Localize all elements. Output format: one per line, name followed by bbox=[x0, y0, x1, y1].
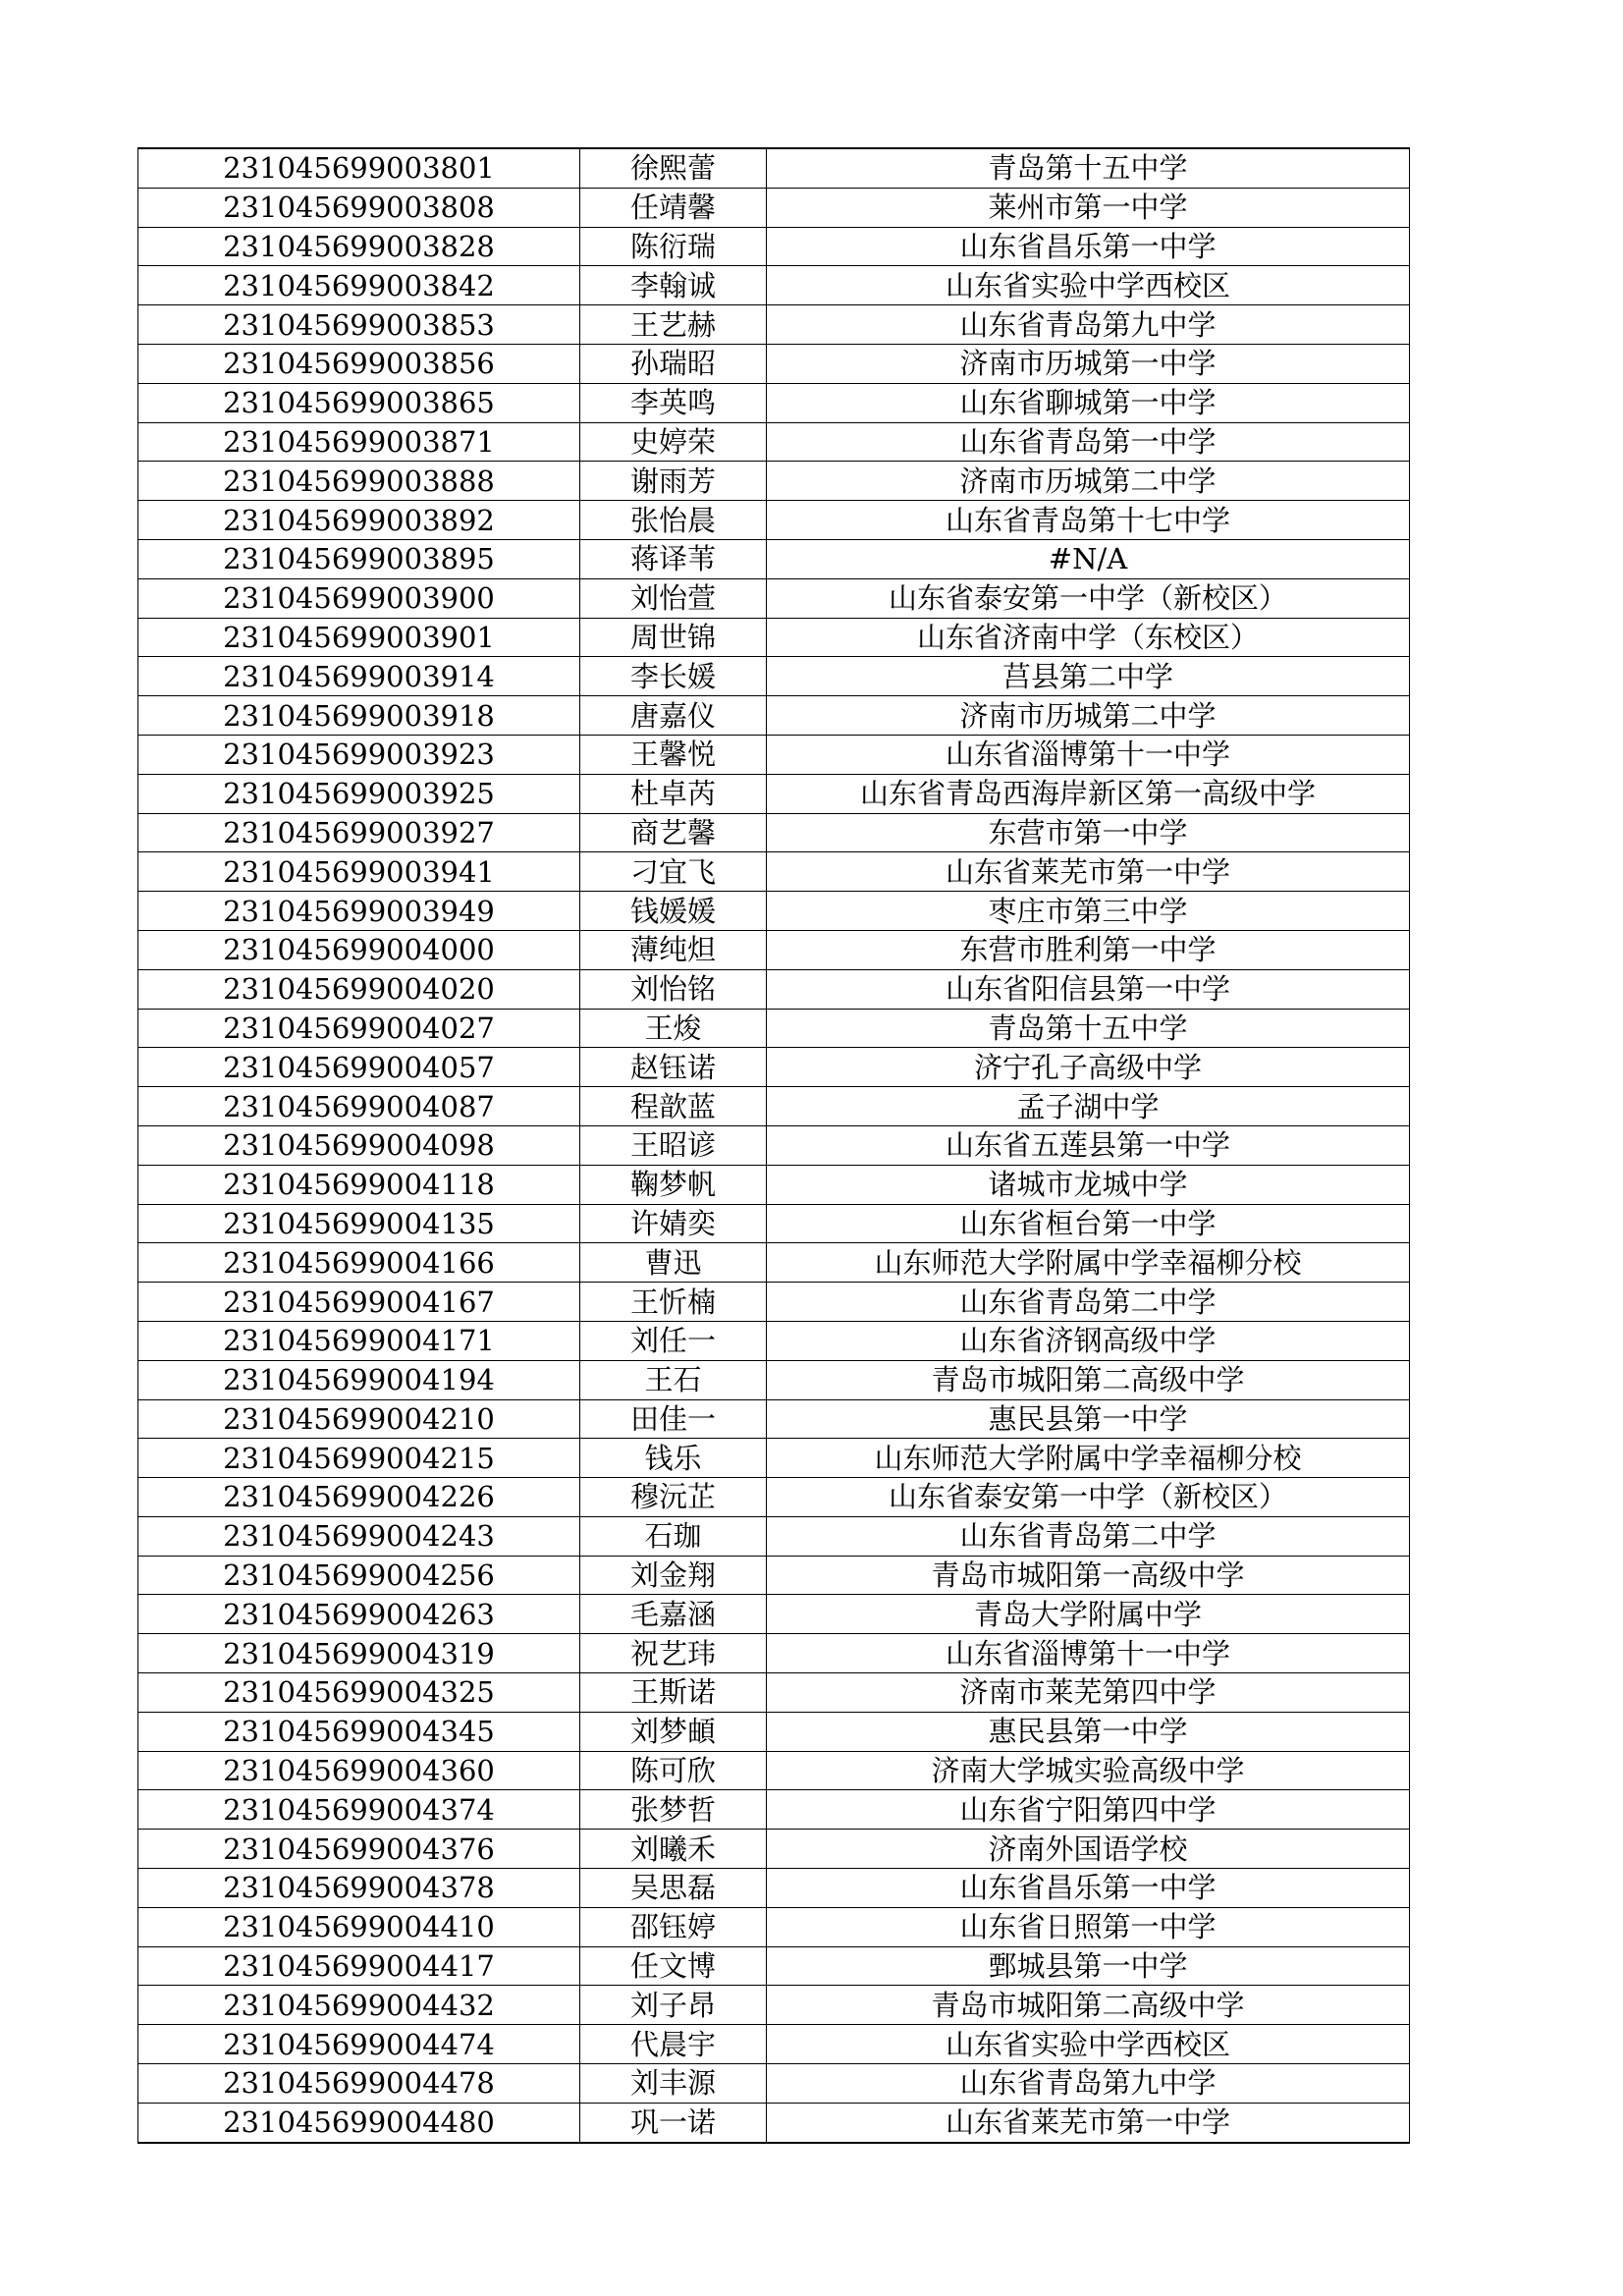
student-name-cell: 周世锦 bbox=[580, 618, 767, 657]
candidate-id-cell: 231045699004020 bbox=[138, 969, 580, 1009]
table-row bbox=[138, 2103, 1410, 2142]
student-name-cell: 毛嘉涵 bbox=[580, 1595, 767, 1634]
candidate-id-cell: 231045699004410 bbox=[138, 1907, 580, 1946]
candidate-id-cell: 231045699004194 bbox=[138, 1360, 580, 1399]
school-name-cell: 济南市历城第一中学 bbox=[767, 344, 1410, 383]
school-name-cell: 山东省实验中学西校区 bbox=[767, 266, 1410, 305]
student-name-cell: 陈可欣 bbox=[580, 1751, 767, 1790]
student-name-cell: 吴思磊 bbox=[580, 1869, 767, 1908]
candidate-id-cell: 231045699004345 bbox=[138, 1712, 580, 1751]
candidate-id-cell: 231045699004256 bbox=[138, 1556, 580, 1595]
candidate-id-cell: 231045699003900 bbox=[138, 578, 580, 618]
school-name-cell: 济南外国语学校 bbox=[767, 1830, 1410, 1869]
student-name-cell: 邵钰婷 bbox=[580, 1907, 767, 1946]
student-name-cell: 石珈 bbox=[580, 1516, 767, 1556]
student-name-cell: 钱媛媛 bbox=[580, 892, 767, 931]
table-row bbox=[138, 1712, 1410, 1751]
student-name-cell: 李长媛 bbox=[580, 657, 767, 696]
school-name-cell: 鄄城县第一中学 bbox=[767, 1946, 1410, 1986]
table-row bbox=[138, 969, 1410, 1009]
student-name-cell: 刘金翔 bbox=[580, 1556, 767, 1595]
candidate-id-cell: 231045699003853 bbox=[138, 305, 580, 345]
candidate-id-cell: 231045699004417 bbox=[138, 1946, 580, 1986]
school-name-cell: 济宁孔子高级中学 bbox=[767, 1048, 1410, 1087]
candidate-id-cell: 231045699003892 bbox=[138, 501, 580, 540]
student-name-cell: 王斯诺 bbox=[580, 1673, 767, 1713]
school-name-cell: 青岛第十五中学 bbox=[767, 148, 1410, 188]
table-row bbox=[138, 1165, 1410, 1204]
table-row bbox=[138, 657, 1410, 696]
candidate-id-cell: 231045699004480 bbox=[138, 2103, 580, 2142]
table-row bbox=[138, 1869, 1410, 1908]
school-name-cell: 惠民县第一中学 bbox=[767, 1399, 1410, 1439]
school-name-cell: 青岛市城阳第二高级中学 bbox=[767, 1986, 1410, 2025]
student-name-cell: 穆沅芷 bbox=[580, 1478, 767, 1517]
student-name-cell: 王馨悦 bbox=[580, 735, 767, 774]
table-row bbox=[138, 1790, 1410, 1830]
candidate-id-cell: 231045699004057 bbox=[138, 1048, 580, 1087]
candidate-id-cell: 231045699003871 bbox=[138, 422, 580, 462]
candidate-id-cell: 231045699003914 bbox=[138, 657, 580, 696]
table-row bbox=[138, 227, 1410, 266]
school-name-cell: 山东省淄博第十一中学 bbox=[767, 1634, 1410, 1673]
school-name-cell: 山东省昌乐第一中学 bbox=[767, 1869, 1410, 1908]
table-row bbox=[138, 462, 1410, 501]
student-name-cell: 徐熙蕾 bbox=[580, 148, 767, 188]
table-row bbox=[138, 1516, 1410, 1556]
candidate-id-cell: 231045699004118 bbox=[138, 1165, 580, 1204]
student-name-cell: 刘曦禾 bbox=[580, 1830, 767, 1869]
student-name-cell: 张梦哲 bbox=[580, 1790, 767, 1830]
student-name-cell: 钱乐 bbox=[580, 1439, 767, 1478]
student-name-cell: 李英鸣 bbox=[580, 383, 767, 422]
table-row bbox=[138, 1751, 1410, 1790]
student-name-cell: 王焌 bbox=[580, 1009, 767, 1048]
school-name-cell: 山东省聊城第一中学 bbox=[767, 383, 1410, 422]
candidate-id-cell: 231045699004374 bbox=[138, 1790, 580, 1830]
student-name-cell: 任靖馨 bbox=[580, 188, 767, 227]
school-name-cell: 山东省青岛第二中学 bbox=[767, 1283, 1410, 1322]
candidate-id-cell: 231045699003801 bbox=[138, 148, 580, 188]
table-row bbox=[138, 1048, 1410, 1087]
table-row bbox=[138, 1087, 1410, 1126]
school-name-cell: 孟子湖中学 bbox=[767, 1087, 1410, 1126]
school-name-cell: 莱州市第一中学 bbox=[767, 188, 1410, 227]
table-row bbox=[138, 1907, 1410, 1946]
table-row bbox=[138, 735, 1410, 774]
school-name-cell: 惠民县第一中学 bbox=[767, 1712, 1410, 1751]
student-name-cell: 刘怡铭 bbox=[580, 969, 767, 1009]
candidate-id-cell: 231045699004135 bbox=[138, 1204, 580, 1243]
candidate-id-cell: 231045699004325 bbox=[138, 1673, 580, 1713]
school-name-cell: 山东省青岛第一中学 bbox=[767, 422, 1410, 462]
student-name-cell: 王昭谚 bbox=[580, 1125, 767, 1165]
candidate-id-cell: 231045699003901 bbox=[138, 618, 580, 657]
school-name-cell: 莒县第二中学 bbox=[767, 657, 1410, 696]
school-name-cell: 山东省淄博第十一中学 bbox=[767, 735, 1410, 774]
table-row bbox=[138, 1009, 1410, 1048]
candidate-id-cell: 231045699004263 bbox=[138, 1595, 580, 1634]
candidate-id-cell: 231045699004360 bbox=[138, 1751, 580, 1790]
school-name-cell: 山东省五莲县第一中学 bbox=[767, 1125, 1410, 1165]
table-row bbox=[138, 2025, 1410, 2064]
candidate-id-cell: 231045699004378 bbox=[138, 1869, 580, 1908]
student-name-cell: 王艺赫 bbox=[580, 305, 767, 345]
candidate-id-cell: 231045699003842 bbox=[138, 266, 580, 305]
school-name-cell: 济南大学城实验高级中学 bbox=[767, 1751, 1410, 1790]
table-row bbox=[138, 1321, 1410, 1360]
table-row bbox=[138, 696, 1410, 736]
table-row bbox=[138, 383, 1410, 422]
table-row bbox=[138, 1243, 1410, 1283]
table-row bbox=[138, 1478, 1410, 1517]
student-name-cell: 谢雨芳 bbox=[580, 462, 767, 501]
table-row bbox=[138, 1204, 1410, 1243]
table-row bbox=[138, 1556, 1410, 1595]
candidate-id-cell: 231045699003918 bbox=[138, 696, 580, 736]
table-row bbox=[138, 930, 1410, 969]
table-row bbox=[138, 1439, 1410, 1478]
candidate-id-cell: 231045699003828 bbox=[138, 227, 580, 266]
school-name-cell: 诸城市龙城中学 bbox=[767, 1165, 1410, 1204]
school-name-cell: 青岛大学附属中学 bbox=[767, 1595, 1410, 1634]
table-row bbox=[138, 618, 1410, 657]
table-row bbox=[138, 1125, 1410, 1165]
table-row bbox=[138, 501, 1410, 540]
table-row bbox=[138, 305, 1410, 345]
school-name-cell: 山东省青岛西海岸新区第一高级中学 bbox=[767, 774, 1410, 813]
student-name-cell: 祝艺玮 bbox=[580, 1634, 767, 1673]
candidate-id-cell: 231045699004376 bbox=[138, 1830, 580, 1869]
school-name-cell: 青岛市城阳第二高级中学 bbox=[767, 1360, 1410, 1399]
school-name-cell: 青岛市城阳第一高级中学 bbox=[767, 1556, 1410, 1595]
student-name-cell: 唐嘉仪 bbox=[580, 696, 767, 736]
candidate-id-cell: 231045699004027 bbox=[138, 1009, 580, 1048]
student-name-cell: 李翰诚 bbox=[580, 266, 767, 305]
student-name-cell: 鞠梦帆 bbox=[580, 1165, 767, 1204]
student-name-cell: 刘任一 bbox=[580, 1321, 767, 1360]
candidate-id-cell: 231045699004474 bbox=[138, 2025, 580, 2064]
candidate-id-cell: 231045699003888 bbox=[138, 462, 580, 501]
school-name-cell: 东营市胜利第一中学 bbox=[767, 930, 1410, 969]
student-name-cell: 陈衍瑞 bbox=[580, 227, 767, 266]
school-name-cell: 青岛第十五中学 bbox=[767, 1009, 1410, 1048]
candidate-id-cell: 231045699003895 bbox=[138, 539, 580, 578]
candidate-id-cell: 231045699004215 bbox=[138, 1439, 580, 1478]
student-name-cell: 孙瑞昭 bbox=[580, 344, 767, 383]
candidate-id-cell: 231045699004226 bbox=[138, 1478, 580, 1517]
school-name-cell: 山东省昌乐第一中学 bbox=[767, 227, 1410, 266]
candidate-id-cell: 231045699003923 bbox=[138, 735, 580, 774]
school-name-cell: 山东省青岛第二中学 bbox=[767, 1516, 1410, 1556]
school-name-cell: 山东省济钢高级中学 bbox=[767, 1321, 1410, 1360]
school-name-cell: 山东省桓台第一中学 bbox=[767, 1204, 1410, 1243]
candidate-id-cell: 231045699003927 bbox=[138, 813, 580, 852]
table-row bbox=[138, 1360, 1410, 1399]
table-row bbox=[138, 852, 1410, 892]
table-row bbox=[138, 1830, 1410, 1869]
student-name-cell: 史婷荣 bbox=[580, 422, 767, 462]
candidate-id-cell: 231045699003856 bbox=[138, 344, 580, 383]
candidate-id-cell: 231045699004166 bbox=[138, 1243, 580, 1283]
student-name-cell: 代晨宇 bbox=[580, 2025, 767, 2064]
candidate-id-cell: 231045699004210 bbox=[138, 1399, 580, 1439]
student-name-cell: 任文博 bbox=[580, 1946, 767, 1986]
candidate-id-cell: 231045699004000 bbox=[138, 930, 580, 969]
school-name-cell: 山东省莱芜市第一中学 bbox=[767, 2103, 1410, 2142]
table-row bbox=[138, 148, 1410, 188]
table-row bbox=[138, 422, 1410, 462]
school-name-cell: 山东省实验中学西校区 bbox=[767, 2025, 1410, 2064]
candidate-id-cell: 231045699004243 bbox=[138, 1516, 580, 1556]
table-row bbox=[138, 344, 1410, 383]
candidate-id-cell: 231045699004167 bbox=[138, 1283, 580, 1322]
student-name-cell: 商艺馨 bbox=[580, 813, 767, 852]
table-row bbox=[138, 1634, 1410, 1673]
student-name-cell: 刁宜飞 bbox=[580, 852, 767, 892]
school-name-cell: 济南市历城第二中学 bbox=[767, 462, 1410, 501]
school-name-cell: 山东省济南中学（东校区） bbox=[767, 618, 1410, 657]
school-name-cell: 山东省宁阳第四中学 bbox=[767, 1790, 1410, 1830]
school-name-cell: 山东省阳信县第一中学 bbox=[767, 969, 1410, 1009]
student-name-cell: 刘梦頔 bbox=[580, 1712, 767, 1751]
student-name-cell: 田佳一 bbox=[580, 1399, 767, 1439]
candidate-id-cell: 231045699003865 bbox=[138, 383, 580, 422]
table-row bbox=[138, 1946, 1410, 1986]
roster-table bbox=[137, 147, 1410, 2144]
student-name-cell: 杜卓芮 bbox=[580, 774, 767, 813]
table-row bbox=[138, 2064, 1410, 2104]
school-name-cell: 山东省泰安第一中学（新校区） bbox=[767, 578, 1410, 618]
school-name-cell: 济南市历城第二中学 bbox=[767, 696, 1410, 736]
table-row bbox=[138, 266, 1410, 305]
table-row bbox=[138, 1595, 1410, 1634]
table-row bbox=[138, 774, 1410, 813]
candidate-id-cell: 231045699003925 bbox=[138, 774, 580, 813]
school-name-cell: 山东省日照第一中学 bbox=[767, 1907, 1410, 1946]
table-row bbox=[138, 813, 1410, 852]
school-name-cell: 枣庄市第三中学 bbox=[767, 892, 1410, 931]
table-row bbox=[138, 1283, 1410, 1322]
student-name-cell: 薄纯炟 bbox=[580, 930, 767, 969]
student-name-cell: 巩一诺 bbox=[580, 2103, 767, 2142]
candidate-id-cell: 231045699004087 bbox=[138, 1087, 580, 1126]
candidate-id-cell: 231045699004098 bbox=[138, 1125, 580, 1165]
student-name-cell: 曹迅 bbox=[580, 1243, 767, 1283]
table-row bbox=[138, 1399, 1410, 1439]
table-row bbox=[138, 1986, 1410, 2025]
student-name-cell: 许婧奕 bbox=[580, 1204, 767, 1243]
candidate-id-cell: 231045699003808 bbox=[138, 188, 580, 227]
student-name-cell: 蒋译苇 bbox=[580, 539, 767, 578]
student-name-cell: 赵钰诺 bbox=[580, 1048, 767, 1087]
school-name-cell: 山东省青岛第十七中学 bbox=[767, 501, 1410, 540]
candidate-id-cell: 231045699004432 bbox=[138, 1986, 580, 2025]
school-name-cell: 山东师范大学附属中学幸福柳分校 bbox=[767, 1439, 1410, 1478]
student-name-cell: 程歆蓝 bbox=[580, 1087, 767, 1126]
school-name-cell: #N/A bbox=[767, 539, 1410, 578]
school-name-cell: 山东省泰安第一中学（新校区） bbox=[767, 1478, 1410, 1517]
school-name-cell: 东营市第一中学 bbox=[767, 813, 1410, 852]
table-row bbox=[138, 539, 1410, 578]
student-name-cell: 刘怡萱 bbox=[580, 578, 767, 618]
student-name-cell: 王忻楠 bbox=[580, 1283, 767, 1322]
candidate-id-cell: 231045699003941 bbox=[138, 852, 580, 892]
candidate-id-cell: 231045699004478 bbox=[138, 2064, 580, 2104]
table-row bbox=[138, 892, 1410, 931]
student-name-cell: 刘丰源 bbox=[580, 2064, 767, 2104]
table-row bbox=[138, 578, 1410, 618]
student-name-cell: 刘子昂 bbox=[580, 1986, 767, 2025]
school-name-cell: 山东省青岛第九中学 bbox=[767, 2064, 1410, 2104]
candidate-id-cell: 231045699003949 bbox=[138, 892, 580, 931]
table-row bbox=[138, 188, 1410, 227]
candidate-id-cell: 231045699004319 bbox=[138, 1634, 580, 1673]
school-name-cell: 山东省青岛第九中学 bbox=[767, 305, 1410, 345]
student-name-cell: 王石 bbox=[580, 1360, 767, 1399]
school-name-cell: 山东省莱芜市第一中学 bbox=[767, 852, 1410, 892]
school-name-cell: 山东师范大学附属中学幸福柳分校 bbox=[767, 1243, 1410, 1283]
candidate-id-cell: 231045699004171 bbox=[138, 1321, 580, 1360]
school-name-cell: 济南市莱芜第四中学 bbox=[767, 1673, 1410, 1713]
table-row bbox=[138, 1673, 1410, 1713]
student-name-cell: 张怡晨 bbox=[580, 501, 767, 540]
roster-body bbox=[138, 148, 1410, 2143]
